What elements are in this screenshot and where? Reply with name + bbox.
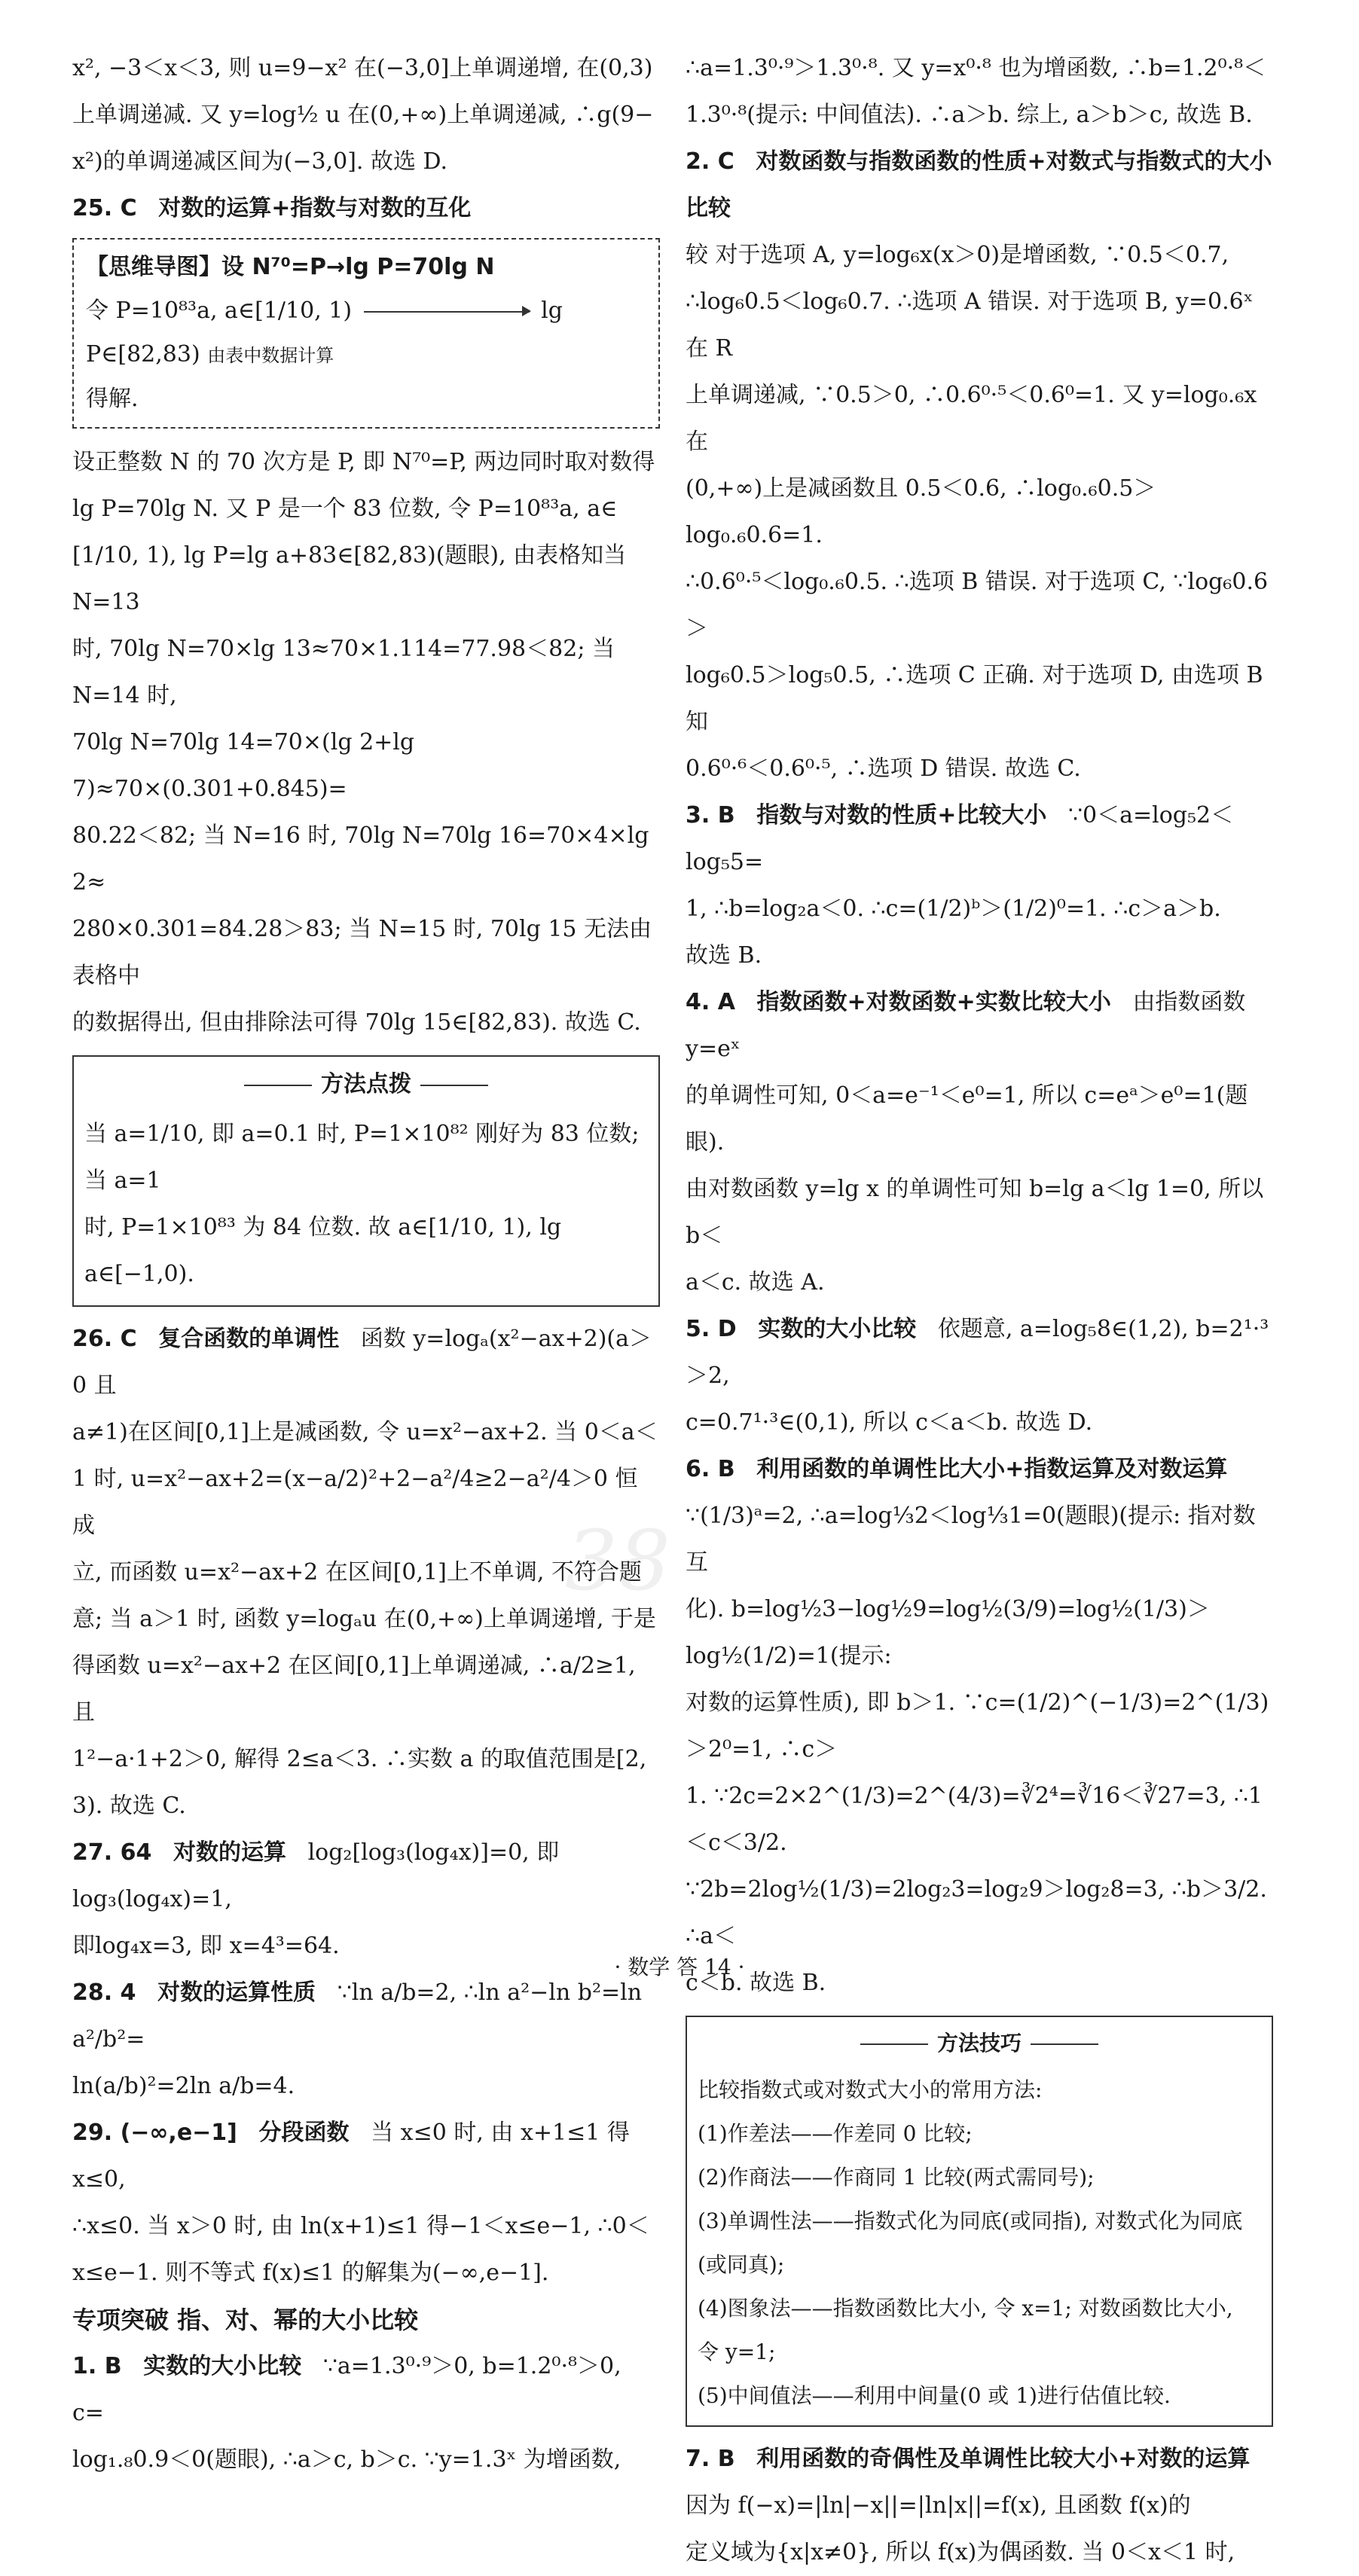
- question-r1: [72, 2343, 660, 2437]
- text-line: x≤e−1. 则不等式 f(x)≤1 的解集为(−∞,e−1].: [72, 2260, 549, 2286]
- text-line: (0,+∞)上是减函数且 0.5＜0.6, ∴log₀.₆0.5＞log₀.₆0.6=1.: [686, 475, 1156, 548]
- text-line: ∵0＜a=log₅2＜log₅5=: [686, 802, 1234, 875]
- question-29: [72, 2110, 660, 2203]
- watermark-logo: [557, 1506, 799, 1627]
- arrow-label: 由表中数据计算: [207, 345, 334, 366]
- question-topic: 对数函数与指数函数的性质+对数式与指数式的大小比较: [686, 148, 1272, 221]
- question-r6: [686, 1446, 1273, 1493]
- text-line: 1.3⁰·⁸(提示: 中间值法). ∴a＞b. 综上, a＞b＞c, 故选 B.: [686, 102, 1253, 128]
- text-line: 定义域为{x|x≠0}, 所以 f(x)为偶函数. 当 0＜x＜1 时,: [686, 2539, 1235, 2565]
- text-line: 1. ∵2c=2×2^(1/3)=2^(4/3)=∛2⁴=∛16＜∛27=3, ∴1＜c＜3/2.: [686, 1783, 1263, 1856]
- question-number: 27. 64: [72, 1839, 152, 1866]
- text-line: 3). 故选 C.: [72, 1793, 186, 1819]
- question-25-header: [72, 185, 660, 232]
- text-line: (1)作差法——作差同 0 比较;: [698, 2121, 973, 2146]
- left-column: [72, 45, 660, 2483]
- text-line: ∴log₆0.5＜log₆0.7. ∴选项 A 错误. 对于选项 B, y=0.6ˣ 在 R: [686, 288, 1254, 362]
- question-27: [72, 1830, 660, 1923]
- text-line: 立, 而函数 u=x²−ax+2 在区间[0,1]上不单调, 不符合题: [72, 1559, 642, 1586]
- text-line: 时, P=1×10⁸³ 为 84 位数. 故 a∈[1/10, 1), lg a∈[−1,0).: [84, 1214, 562, 1287]
- right-column: [686, 45, 1273, 2576]
- section-heading: 专项突破 指、对、幂的大小比较: [72, 2306, 419, 2334]
- question-topic: 指数与对数的性质+比较大小: [756, 802, 1047, 829]
- text-line: 上单调递减. 又 y=log½ u 在(0,+∞)上单调递减, ∴g(9−: [72, 102, 654, 128]
- text-line: 因为 f(−x)=|ln|−x||=|ln|x||=f(x), 且函数 f(x)的: [686, 2492, 1191, 2519]
- question-topic: 分段函数: [258, 2120, 350, 2146]
- text-line: a＜c. 故选 A.: [686, 1269, 825, 1296]
- text-line: (5)中间值法——利用中间量(0 或 1)进行估值比较.: [698, 2383, 1171, 2408]
- text-line: (或同真);: [698, 2252, 785, 2277]
- question-26: [72, 1316, 660, 1409]
- mind-map-box: [72, 238, 660, 429]
- svg-text:38: 38: [565, 1512, 670, 1609]
- question-number: 3. B: [686, 802, 735, 829]
- text-line: 令 y=1;: [698, 2339, 776, 2364]
- method-skills-box: [686, 2016, 1273, 2427]
- text-line: ∵a=1.3⁰·⁹＞0, b=1.2⁰·⁸＞0, c=: [72, 2353, 621, 2426]
- text-line: 时, 70lg N=70×lg 13≈70×1.114=77.98＜82; 当 N=14 时,: [72, 636, 615, 709]
- question-topic: 利用函数的奇偶性及单调性比较大小+对数的运算: [756, 2446, 1251, 2472]
- text-line: 的数据得出, 但由排除法可得 70lg 15∈[82,83). 故选 C.: [72, 1009, 641, 1036]
- text-line: x²)的单调递减区间为(−3,0]. 故选 D.: [72, 148, 448, 175]
- text-line: 280×0.301=84.28＞83; 当 N=15 时, 70lg 15 无法由表格中: [72, 916, 652, 989]
- text-line: 由对数函数 y=lg x 的单调性可知 b=lg a＜lg 1=0, 所以 b＜: [686, 1176, 1264, 1249]
- text-line: 设正整数 N 的 70 次方是 P, 即 N⁷⁰=P, 两边同时取对数得: [72, 449, 655, 475]
- question-topic: 实数的大小比较: [143, 2353, 302, 2379]
- text-line: x², −3＜x＜3, 则 u=9−x² 在(−3,0]上单调递增, 在(0,3): [72, 55, 653, 81]
- text-line: 1 时, u=x²−ax+2=(x−a/2)²+2−a²/4≥2−a²/4＞0 恒成: [72, 1466, 638, 1539]
- question-topic: 对数的运算+指数与对数的互化: [158, 195, 472, 221]
- text-line: 较 对于选项 A, y=log₆x(x＞0)是增函数, ∵0.5＜0.7,: [686, 242, 1229, 268]
- text-line: 故选 B.: [686, 942, 762, 969]
- question-topic: 复合函数的单调性: [158, 1326, 340, 1352]
- question-number: 2. C: [686, 148, 734, 175]
- text-line: 80.22＜82; 当 N=16 时, 70lg N=70lg 16=70×4×lg 2≈: [72, 823, 649, 896]
- question-topic: 实数的大小比较: [758, 1316, 917, 1342]
- text-line: lg P=70lg N. 又 P 是一个 83 位数, 令 P=10⁸³a, a∈: [72, 496, 618, 522]
- text-line: 0.6⁰·⁶＜0.6⁰·⁵, ∴选项 D 错误. 故选 C.: [686, 755, 1081, 782]
- text-line: 函数 y=logₐ(x²−ax+2)(a＞0 且: [72, 1326, 652, 1399]
- text-line: (2)作商法——作商同 1 比较(两式需同号);: [698, 2165, 1095, 2190]
- question-number: 7. B: [686, 2446, 735, 2472]
- question-number: 29. (−∞,e−1]: [72, 2120, 237, 2146]
- text-line: 化). b=log½3−log½9=log½(3/9)=log½(1/3)＞log½(1/2)=1(提示:: [686, 1596, 1210, 1669]
- method-tip-box: [72, 1055, 660, 1307]
- text-line: c＜b. 故选 B.: [686, 1970, 826, 1996]
- text-line: 依题意, a=log₅8∈(1,2), b=2¹·³＞2,: [686, 1316, 1269, 1389]
- text-line: 得函数 u=x²−ax+2 在区间[0,1]上单调递减, ∴a/2≥1, 且: [72, 1653, 636, 1726]
- question-r2: [686, 139, 1273, 232]
- text-line: c=0.7¹·³∈(0,1), 所以 c＜a＜b. 故选 D.: [686, 1409, 1093, 1436]
- question-28: [72, 1970, 660, 2063]
- text-line: 即log₄x=3, 即 x=4³=64.: [72, 1933, 340, 1959]
- text-line: log₆0.5＞log₅0.5, ∴选项 C 正确. 对于选项 D, 由选项 B 知: [686, 662, 1263, 735]
- text-line: 由指数函数 y=eˣ: [686, 989, 1246, 1062]
- text-line: ∵ln a/b=2, ∴ln a²−ln b²=ln a²/b²=: [72, 1979, 643, 2053]
- text-line: ∵(1/3)ᵃ=2, ∴a=log⅓2＜log⅓1=0(题眼)(提示: 指对数互: [686, 1503, 1256, 1576]
- text-line: log₁.₈0.9＜0(题眼), ∴a＞c, b＞c. ∵y=1.3ˣ 为增函数,: [72, 2446, 621, 2473]
- text-line: 1²−a·1+2＞0, 解得 2≤a＜3. ∴实数 a 的取值范围是[2,: [72, 1746, 647, 1772]
- text-line: log₂[log₃(log₄x)]=0, 即log₃(log₄x)=1,: [72, 1839, 560, 1912]
- text-line: 上单调递减, ∵0.5＞0, ∴0.6⁰·⁵＜0.6⁰=1. 又 y=log₀.₆x 在: [686, 382, 1257, 455]
- mind-map-line: 【思维导图】设 N⁷⁰=P→lg P=70lg N: [86, 254, 495, 280]
- question-number: 28. 4: [72, 1979, 136, 2006]
- mind-map-flow: [86, 289, 646, 377]
- mind-map-step: 令 P=10⁸³a, a∈[1/10, 1): [86, 298, 353, 324]
- question-topic: 对数的运算性质: [157, 1979, 316, 2006]
- question-topic: 指数函数+对数函数+实数比较大小: [756, 989, 1111, 1015]
- text-line: 比较指数式或对数式大小的常用方法:: [698, 2077, 1043, 2102]
- text-line: ∴a=1.3⁰·⁹＞1.3⁰·⁸. 又 y=x⁰·⁸ 也为增函数, ∴b=1.2⁰·⁸＜: [686, 55, 1266, 81]
- question-number: 1. B: [72, 2353, 122, 2379]
- text-line: 70lg N=70lg 14=70×(lg 2+lg 7)≈70×(0.301+0.845)=: [72, 729, 415, 802]
- question-number: 6. B: [686, 1456, 735, 1482]
- text-line: 当 a=1/10, 即 a=0.1 时, P=1×10⁸² 刚好为 83 位数; 当 a=1: [84, 1121, 640, 1194]
- question-topic: 利用函数的单调性比大小+指数运算及对数运算: [756, 1456, 1228, 1482]
- text-line: ∴0.6⁰·⁵＜log₀.₆0.5. ∴选项 B 错误. 对于选项 C, ∵log₆0.6＞: [686, 569, 1269, 642]
- question-number: 26. C: [72, 1326, 137, 1352]
- question-number: 4. A: [686, 989, 735, 1015]
- question-r5: [686, 1306, 1273, 1399]
- text-line: 的单调性可知, 0＜a=e⁻¹＜e⁰=1, 所以 c=eᵃ＞e⁰=1(题眼).: [686, 1082, 1248, 1155]
- text-line: 当 x≤0 时, 由 x+1≤1 得 x≤0,: [72, 2120, 630, 2193]
- text-line: 对数的运算性质), 即 b＞1. ∵c=(1/2)^(−1/3)=2^(1/3)＞2⁰=1, ∴c＞: [686, 1689, 1269, 1763]
- mind-map-step: lg P∈[82,83): [86, 298, 563, 368]
- text-line: (4)图象法——指数函数比大小, 令 x=1; 对数函数比大小,: [698, 2296, 1233, 2321]
- question-topic: 对数的运算: [173, 1839, 286, 1866]
- box-title: 方法技巧: [698, 2022, 1261, 2065]
- question-r7: [686, 2436, 1273, 2483]
- mind-map-line: 得解.: [86, 386, 139, 412]
- question-r4: [686, 979, 1273, 1073]
- text-line: a≠1)在区间[0,1]上是减函数, 令 u=x²−ax+2. 当 0＜a＜: [72, 1419, 658, 1445]
- question-number: 5. D: [686, 1316, 737, 1342]
- text-line: 意; 当 a＞1 时, 函数 y=logₐu 在(0,+∞)上单调递增, 于是: [72, 1606, 656, 1632]
- text-line: ln(a/b)²=2ln a/b=4.: [72, 2073, 295, 2099]
- text-line: ∵2b=2log½(1/3)=2log₂3=log₂9＞log₂8=3, ∴b＞3/2. ∴a＜: [686, 1876, 1267, 1949]
- text-line: (3)单调性法——指数式化为同底(或同指), 对数式化为同底: [698, 2208, 1243, 2233]
- arrow-icon: [364, 311, 530, 313]
- question-r3: [686, 792, 1273, 886]
- text-line: ∴x≤0. 当 x＞0 时, 由 ln(x+1)≤1 得−1＜x≤e−1, ∴0＜: [72, 2213, 649, 2239]
- text-line: [1/10, 1), lg P=lg a+83∈[82,83)(题眼), 由表格知当 N=13: [72, 542, 627, 615]
- page-footer: · 数学 答 14 ·: [614, 1955, 745, 1979]
- text-line: 1, ∴b=log₂a＜0. ∴c=(1/2)ᵇ＞(1/2)⁰=1. ∴c＞a＞b.: [686, 896, 1221, 922]
- question-number: 25. C: [72, 195, 137, 221]
- box-title: 方法点拨: [84, 1061, 648, 1108]
